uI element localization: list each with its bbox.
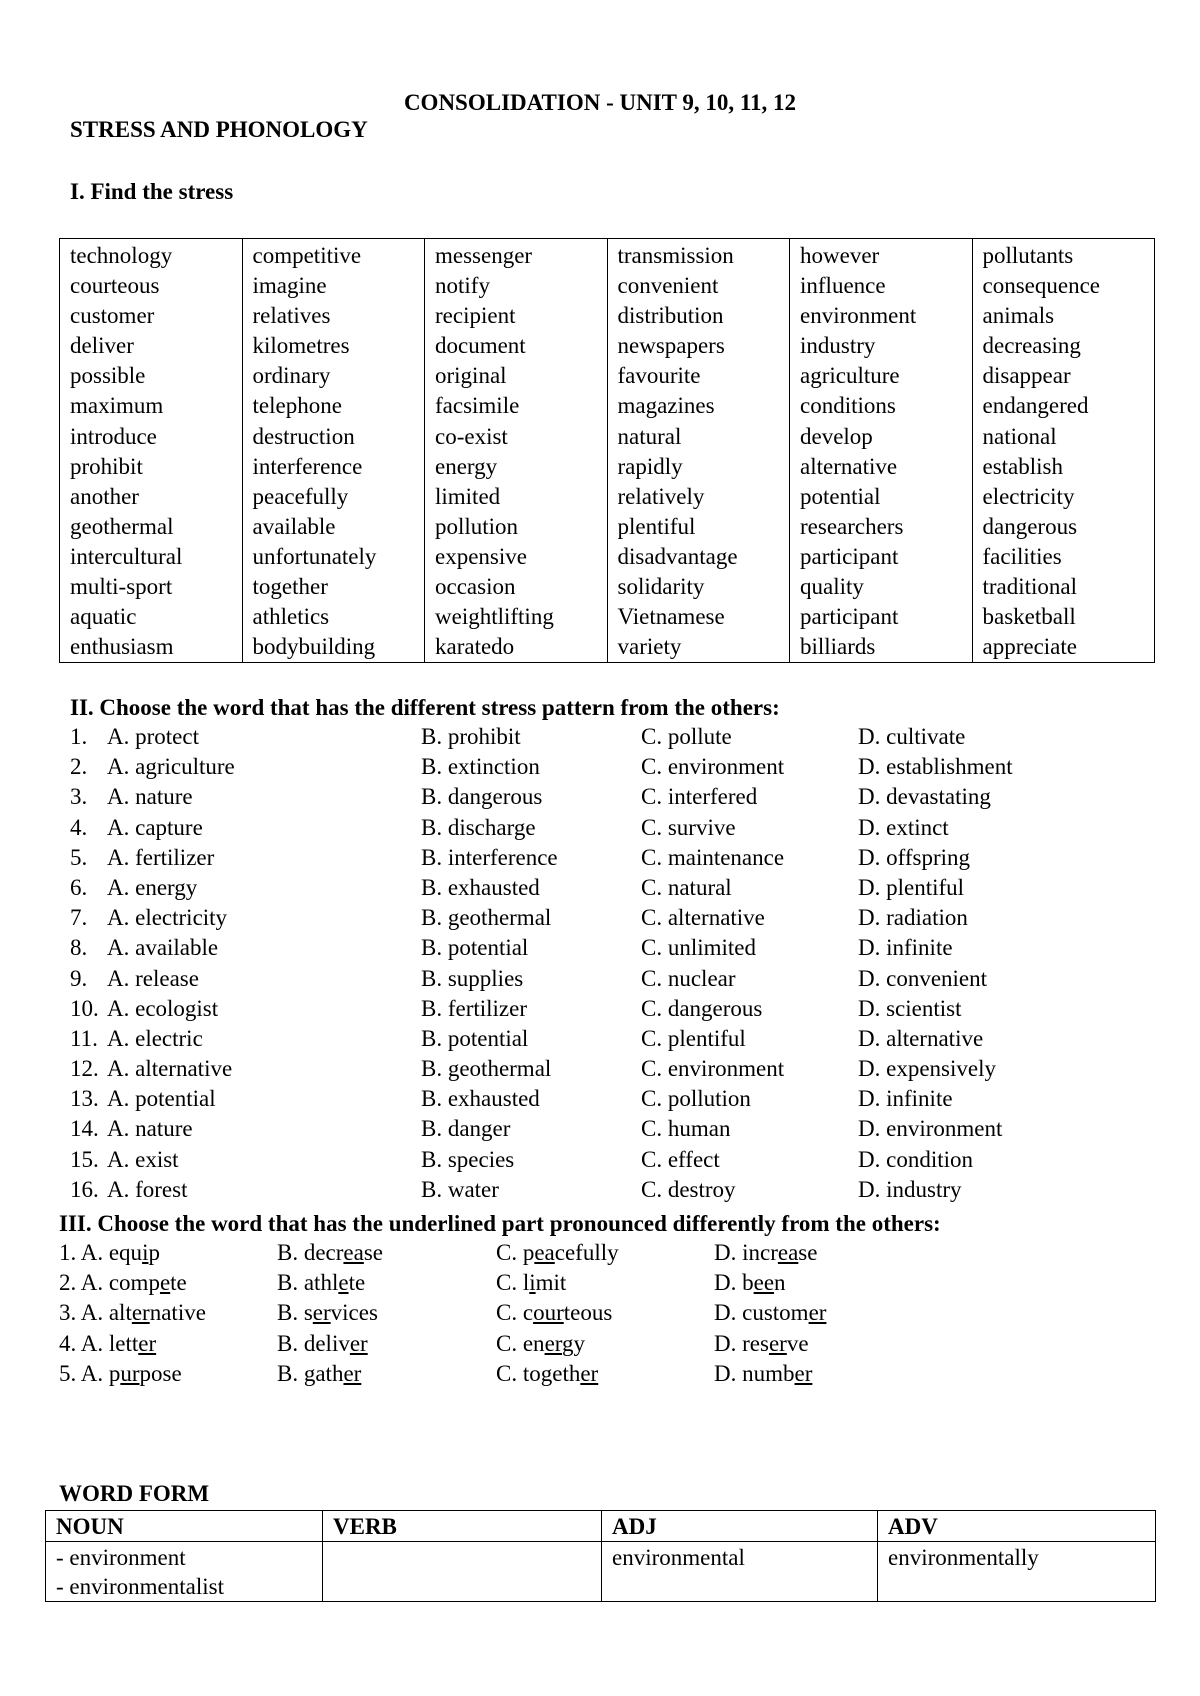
option-text: C. togeth xyxy=(496,1360,581,1386)
option-b: B. interference xyxy=(421,844,558,870)
option-c xyxy=(496,1361,598,1387)
stress-word: endangered xyxy=(982,393,1089,419)
stress-word: alternative xyxy=(800,453,898,479)
option-c: C. effect xyxy=(641,1146,720,1172)
word-form-noun: - environment xyxy=(56,1545,186,1570)
option-c xyxy=(496,1300,612,1326)
stress-word: available xyxy=(252,513,336,539)
question-number: 8. xyxy=(70,935,88,961)
underlined-part: i xyxy=(142,1240,149,1265)
stress-word: potential xyxy=(800,483,881,509)
word-form-adj-cell: environmental xyxy=(602,1542,878,1601)
stress-word: introduce xyxy=(70,423,157,449)
stress-word: magazines xyxy=(617,393,715,419)
stress-word: industry xyxy=(800,333,876,359)
stress-word: occasion xyxy=(435,574,516,600)
option-c: C. survive xyxy=(641,814,736,840)
stress-word: facilities xyxy=(982,543,1062,569)
option-text: B. s xyxy=(277,1300,313,1326)
stress-word: expensive xyxy=(435,543,527,569)
option-c: C. natural xyxy=(641,874,732,900)
stress-word: karatedo xyxy=(435,634,515,660)
question-number: 7. xyxy=(70,905,88,931)
option-d xyxy=(714,1270,786,1296)
option-d xyxy=(714,1331,809,1357)
stress-word: distribution xyxy=(617,303,724,329)
underlined-part: ea xyxy=(777,1240,799,1265)
option-text: B. deliv xyxy=(277,1330,350,1356)
option-b xyxy=(277,1270,365,1296)
option-a xyxy=(59,1270,187,1296)
stress-word: athletics xyxy=(252,604,330,630)
option-d: D. infinite xyxy=(858,1086,953,1112)
stress-word: another xyxy=(70,483,139,509)
option-c: C. alternative xyxy=(641,905,765,931)
stress-word: recipient xyxy=(435,303,516,329)
stress-column xyxy=(425,239,608,662)
stress-word: energy xyxy=(435,453,498,479)
underlined-part: ur xyxy=(120,1360,140,1386)
underlined-part: er xyxy=(138,1330,157,1356)
underlined-part: er xyxy=(343,1360,362,1386)
question-number: 2. xyxy=(70,754,88,780)
option-text: B. decr xyxy=(277,1240,344,1265)
stress-word: intercultural xyxy=(70,543,183,569)
underlined-part: i xyxy=(529,1270,536,1296)
word-form-noun: - environmentalist xyxy=(56,1574,224,1599)
option-b: B. exhausted xyxy=(421,1086,540,1112)
stress-word: newspapers xyxy=(617,333,725,359)
option-a: A. nature xyxy=(107,1116,193,1142)
option-a: A. ecologist xyxy=(107,995,219,1021)
underlined-part: er xyxy=(312,1300,331,1326)
option-c: C. unlimited xyxy=(641,935,756,961)
option-text: gy xyxy=(562,1330,586,1356)
option-text: D. b xyxy=(714,1270,754,1296)
option-d: D. industry xyxy=(858,1176,962,1202)
option-c xyxy=(496,1240,619,1266)
option-text: D. numb xyxy=(714,1360,795,1386)
option-a: A. alternative xyxy=(107,1056,233,1082)
stress-word: technology xyxy=(70,243,173,268)
option-a: A. forest xyxy=(107,1176,188,1202)
word-form-header-adv: ADV xyxy=(878,1511,1155,1542)
question-number: 6. xyxy=(70,874,88,900)
stress-word: customer xyxy=(70,303,155,329)
option-text: ve xyxy=(786,1330,809,1356)
stress-word: pollution xyxy=(435,513,519,539)
question-number: 10. xyxy=(70,995,99,1021)
option-text: native xyxy=(149,1300,206,1326)
stress-word: natural xyxy=(617,423,682,449)
question-number: 12. xyxy=(70,1056,99,1082)
option-d xyxy=(714,1240,817,1266)
option-d: D. environment xyxy=(858,1116,1003,1142)
stress-word: document xyxy=(435,333,526,359)
option-d: D. expensively xyxy=(858,1056,996,1082)
underlined-part: er xyxy=(131,1300,150,1326)
question-number: 9. xyxy=(70,965,88,991)
underlined-part: er xyxy=(794,1360,813,1386)
stress-word: national xyxy=(982,423,1057,449)
word-form-header-noun: NOUN xyxy=(46,1511,323,1542)
word-form-adv-cell: environmentally xyxy=(888,1545,1039,1570)
underlined-part: er xyxy=(349,1330,368,1356)
option-text: te xyxy=(348,1270,366,1296)
option-b xyxy=(277,1361,361,1387)
option-b xyxy=(277,1331,368,1357)
option-d: D. radiation xyxy=(858,905,968,931)
stress-word: electricity xyxy=(982,483,1075,509)
stress-word: participant xyxy=(800,543,899,569)
stress-word: telephone xyxy=(252,393,342,419)
option-c: C. plentiful xyxy=(641,1025,746,1051)
question-number: 3. xyxy=(70,784,88,810)
stress-word: however xyxy=(800,243,880,268)
stress-word: dangerous xyxy=(982,513,1078,539)
stress-column xyxy=(790,239,973,662)
option-d: D. condition xyxy=(858,1146,973,1172)
option-c: C. environment xyxy=(641,1056,785,1082)
stress-word: destruction xyxy=(252,423,355,449)
option-c: C. destroy xyxy=(641,1176,736,1202)
option-a: A. nature xyxy=(107,784,193,810)
option-d: D. plentiful xyxy=(858,874,965,900)
stress-word: courteous xyxy=(70,273,160,299)
stress-word: ordinary xyxy=(252,363,331,389)
stress-word: influence xyxy=(800,273,886,299)
stress-word: imagine xyxy=(252,273,327,299)
option-text: 5. A. p xyxy=(59,1360,121,1386)
stress-word-table xyxy=(59,238,1155,663)
option-a: A. protect xyxy=(107,724,199,749)
stress-word: peacefully xyxy=(252,483,349,509)
option-a: A. electric xyxy=(107,1025,203,1051)
stress-word: consequence xyxy=(982,273,1100,299)
word-form-noun-cell xyxy=(46,1542,323,1601)
stress-word: researchers xyxy=(800,513,904,539)
option-a xyxy=(59,1331,156,1357)
option-text: B. athl xyxy=(277,1270,339,1296)
option-text: se xyxy=(363,1240,384,1265)
stress-column xyxy=(60,239,243,662)
section-heading: STRESS AND PHONOLOGY xyxy=(70,117,368,142)
word-form-heading: WORD FORM xyxy=(59,1481,210,1506)
option-text: D. res xyxy=(714,1330,769,1356)
option-b: B. discharge xyxy=(421,814,536,840)
question-number: 1. xyxy=(70,724,88,749)
stress-word: relatively xyxy=(617,483,705,509)
stress-word: disappear xyxy=(982,363,1071,389)
option-d: D. extinct xyxy=(858,814,949,840)
question-number: 16. xyxy=(70,1176,99,1202)
option-text: 1. A. equ xyxy=(59,1240,143,1265)
stress-word: quality xyxy=(800,574,864,600)
option-a: A. electricity xyxy=(107,905,228,931)
underlined-part: ea xyxy=(343,1240,364,1265)
stress-word: original xyxy=(435,363,507,389)
option-text: cefully xyxy=(554,1240,619,1265)
option-a: A. fertilizer xyxy=(107,844,215,870)
option-a: A. agriculture xyxy=(107,754,235,780)
option-d: D. establishment xyxy=(858,754,1013,780)
option-text: C. c xyxy=(496,1300,534,1326)
stress-word: weightlifting xyxy=(435,604,554,630)
option-text: 2. A. comp xyxy=(59,1270,160,1296)
stress-word: maximum xyxy=(70,393,164,419)
question-number: 5. xyxy=(70,844,88,870)
option-d: D. offspring xyxy=(858,844,971,870)
stress-word: participant xyxy=(800,604,899,630)
option-c xyxy=(496,1270,566,1296)
option-text: C. en xyxy=(496,1330,545,1356)
option-text: C. l xyxy=(496,1270,530,1296)
word-form-table xyxy=(45,1510,1156,1602)
stress-column xyxy=(608,239,791,662)
stress-word: establish xyxy=(982,453,1063,479)
option-d xyxy=(714,1361,812,1387)
part2-heading: II. Choose the word that has the different stress pattern from the others: xyxy=(70,695,780,720)
stress-word: unfortunately xyxy=(252,543,377,569)
stress-word: multi-sport xyxy=(70,574,173,600)
stress-word: enthusiasm xyxy=(70,634,174,660)
stress-word: decreasing xyxy=(982,333,1081,359)
option-b: B. water xyxy=(421,1176,499,1202)
underlined-part: e xyxy=(159,1270,171,1296)
option-b xyxy=(277,1300,378,1326)
underlined-part: er xyxy=(768,1330,787,1356)
stress-word: plentiful xyxy=(617,513,696,539)
stress-column xyxy=(243,239,426,662)
option-a xyxy=(59,1240,160,1266)
question-number: 14. xyxy=(70,1116,99,1142)
option-b: B. danger xyxy=(421,1116,511,1142)
stress-word: geothermal xyxy=(70,513,174,539)
stress-word: pollutants xyxy=(982,243,1074,268)
part3-heading: III. Choose the word that has the underlined part pronounced differently from the others: xyxy=(59,1211,941,1236)
stress-word: disadvantage xyxy=(617,543,738,569)
stress-word: facsimile xyxy=(435,393,520,419)
option-text: 4. A. lett xyxy=(59,1330,139,1356)
stress-word: Vietnamese xyxy=(617,604,725,630)
option-a: A. energy xyxy=(107,874,198,900)
option-d: D. devastating xyxy=(858,784,991,810)
option-c: C. pollution xyxy=(641,1086,751,1112)
option-a: A. release xyxy=(107,965,199,991)
underlined-part: er xyxy=(544,1330,563,1356)
stress-word: rapidly xyxy=(617,453,683,479)
option-text: mit xyxy=(535,1270,567,1296)
option-b: B. potential xyxy=(421,1025,529,1051)
option-b: B. extinction xyxy=(421,754,540,780)
option-b: B. potential xyxy=(421,935,529,961)
option-a: A. available xyxy=(107,935,219,961)
underlined-part: er xyxy=(808,1300,827,1326)
option-b: B. supplies xyxy=(421,965,524,991)
option-b: B. geothermal xyxy=(421,905,552,931)
underlined-part: er xyxy=(580,1360,599,1386)
option-b: B. prohibit xyxy=(421,724,521,749)
part1-heading: I. Find the stress xyxy=(70,179,234,204)
question-number: 11. xyxy=(70,1025,98,1051)
stress-column xyxy=(973,239,1155,662)
option-b: B. fertilizer xyxy=(421,995,528,1021)
option-text: vices xyxy=(330,1300,378,1326)
option-text: te xyxy=(170,1270,187,1296)
option-text: n xyxy=(774,1270,786,1296)
option-c: C. nuclear xyxy=(641,965,736,991)
option-b xyxy=(277,1240,383,1266)
stress-word: messenger xyxy=(435,243,533,268)
option-text: D. custom xyxy=(714,1300,809,1326)
underlined-part: e xyxy=(338,1270,349,1296)
option-c: C. dangerous xyxy=(641,995,763,1021)
option-b: B. dangerous xyxy=(421,784,543,810)
stress-word: notify xyxy=(435,273,490,299)
option-c: C. maintenance xyxy=(641,844,785,870)
stress-word: appreciate xyxy=(982,634,1077,660)
question-number: 4. xyxy=(70,814,88,840)
option-d: D. scientist xyxy=(858,995,962,1021)
underlined-part: our xyxy=(533,1300,564,1326)
stress-word: billiards xyxy=(800,634,876,660)
stress-word: prohibit xyxy=(70,453,143,479)
stress-word: animals xyxy=(982,303,1055,329)
option-c: C. environment xyxy=(641,754,785,780)
page-title: CONSOLIDATION - UNIT 9, 10, 11, 12 xyxy=(403,90,797,115)
option-c: C. human xyxy=(641,1116,731,1142)
option-a: A. capture xyxy=(107,814,203,840)
stress-word: possible xyxy=(70,363,146,389)
option-a xyxy=(59,1300,206,1326)
option-c: C. pollute xyxy=(641,724,732,749)
stress-word: convenient xyxy=(617,273,719,299)
question-number: 15. xyxy=(70,1146,99,1172)
stress-word: transmission xyxy=(617,243,734,268)
option-d: D. convenient xyxy=(858,965,988,991)
question-number: 13. xyxy=(70,1086,99,1112)
stress-word: environment xyxy=(800,303,917,329)
option-text: se xyxy=(798,1240,818,1265)
stress-word: agriculture xyxy=(800,363,900,389)
stress-word: traditional xyxy=(982,574,1078,600)
word-form-verb-cell xyxy=(323,1542,602,1601)
word-form-header-adj: ADJ xyxy=(602,1511,878,1542)
stress-word: relatives xyxy=(252,303,331,329)
option-b: B. geothermal xyxy=(421,1056,552,1082)
option-text: p xyxy=(148,1240,160,1265)
underlined-part: ea xyxy=(534,1240,555,1265)
underlined-part: ee xyxy=(753,1270,775,1296)
option-a: A. potential xyxy=(107,1086,216,1112)
stress-word: co-exist xyxy=(435,423,508,449)
stress-word: develop xyxy=(800,423,873,449)
stress-word: basketball xyxy=(982,604,1076,630)
option-a: A. exist xyxy=(107,1146,179,1172)
option-text: 3. A. alt xyxy=(59,1300,132,1326)
stress-word: solidarity xyxy=(617,574,705,600)
option-text: C. p xyxy=(496,1240,535,1265)
stress-word: variety xyxy=(617,634,682,660)
option-c: C. interfered xyxy=(641,784,758,810)
stress-word: together xyxy=(252,574,328,600)
option-d: D. cultivate xyxy=(858,724,966,749)
option-c xyxy=(496,1331,585,1357)
stress-word: kilometres xyxy=(252,333,350,359)
option-d: D. infinite xyxy=(858,935,953,961)
option-text: pose xyxy=(139,1360,182,1386)
option-text: B. gath xyxy=(277,1360,344,1386)
option-b: B. exhausted xyxy=(421,874,540,900)
option-d xyxy=(714,1300,826,1326)
option-b: B. species xyxy=(421,1146,515,1172)
stress-word: interference xyxy=(252,453,363,479)
stress-word: favourite xyxy=(617,363,701,389)
stress-word: limited xyxy=(435,483,501,509)
stress-word: deliver xyxy=(70,333,134,359)
stress-word: aquatic xyxy=(70,604,137,630)
stress-word: competitive xyxy=(252,243,362,268)
option-text: teous xyxy=(563,1300,613,1326)
stress-word: bodybuilding xyxy=(252,634,376,660)
option-text: D. incr xyxy=(714,1240,778,1265)
option-d: D. alternative xyxy=(858,1025,984,1051)
word-form-header-verb: VERB xyxy=(323,1511,602,1542)
option-a xyxy=(59,1361,182,1387)
stress-word: conditions xyxy=(800,393,896,419)
